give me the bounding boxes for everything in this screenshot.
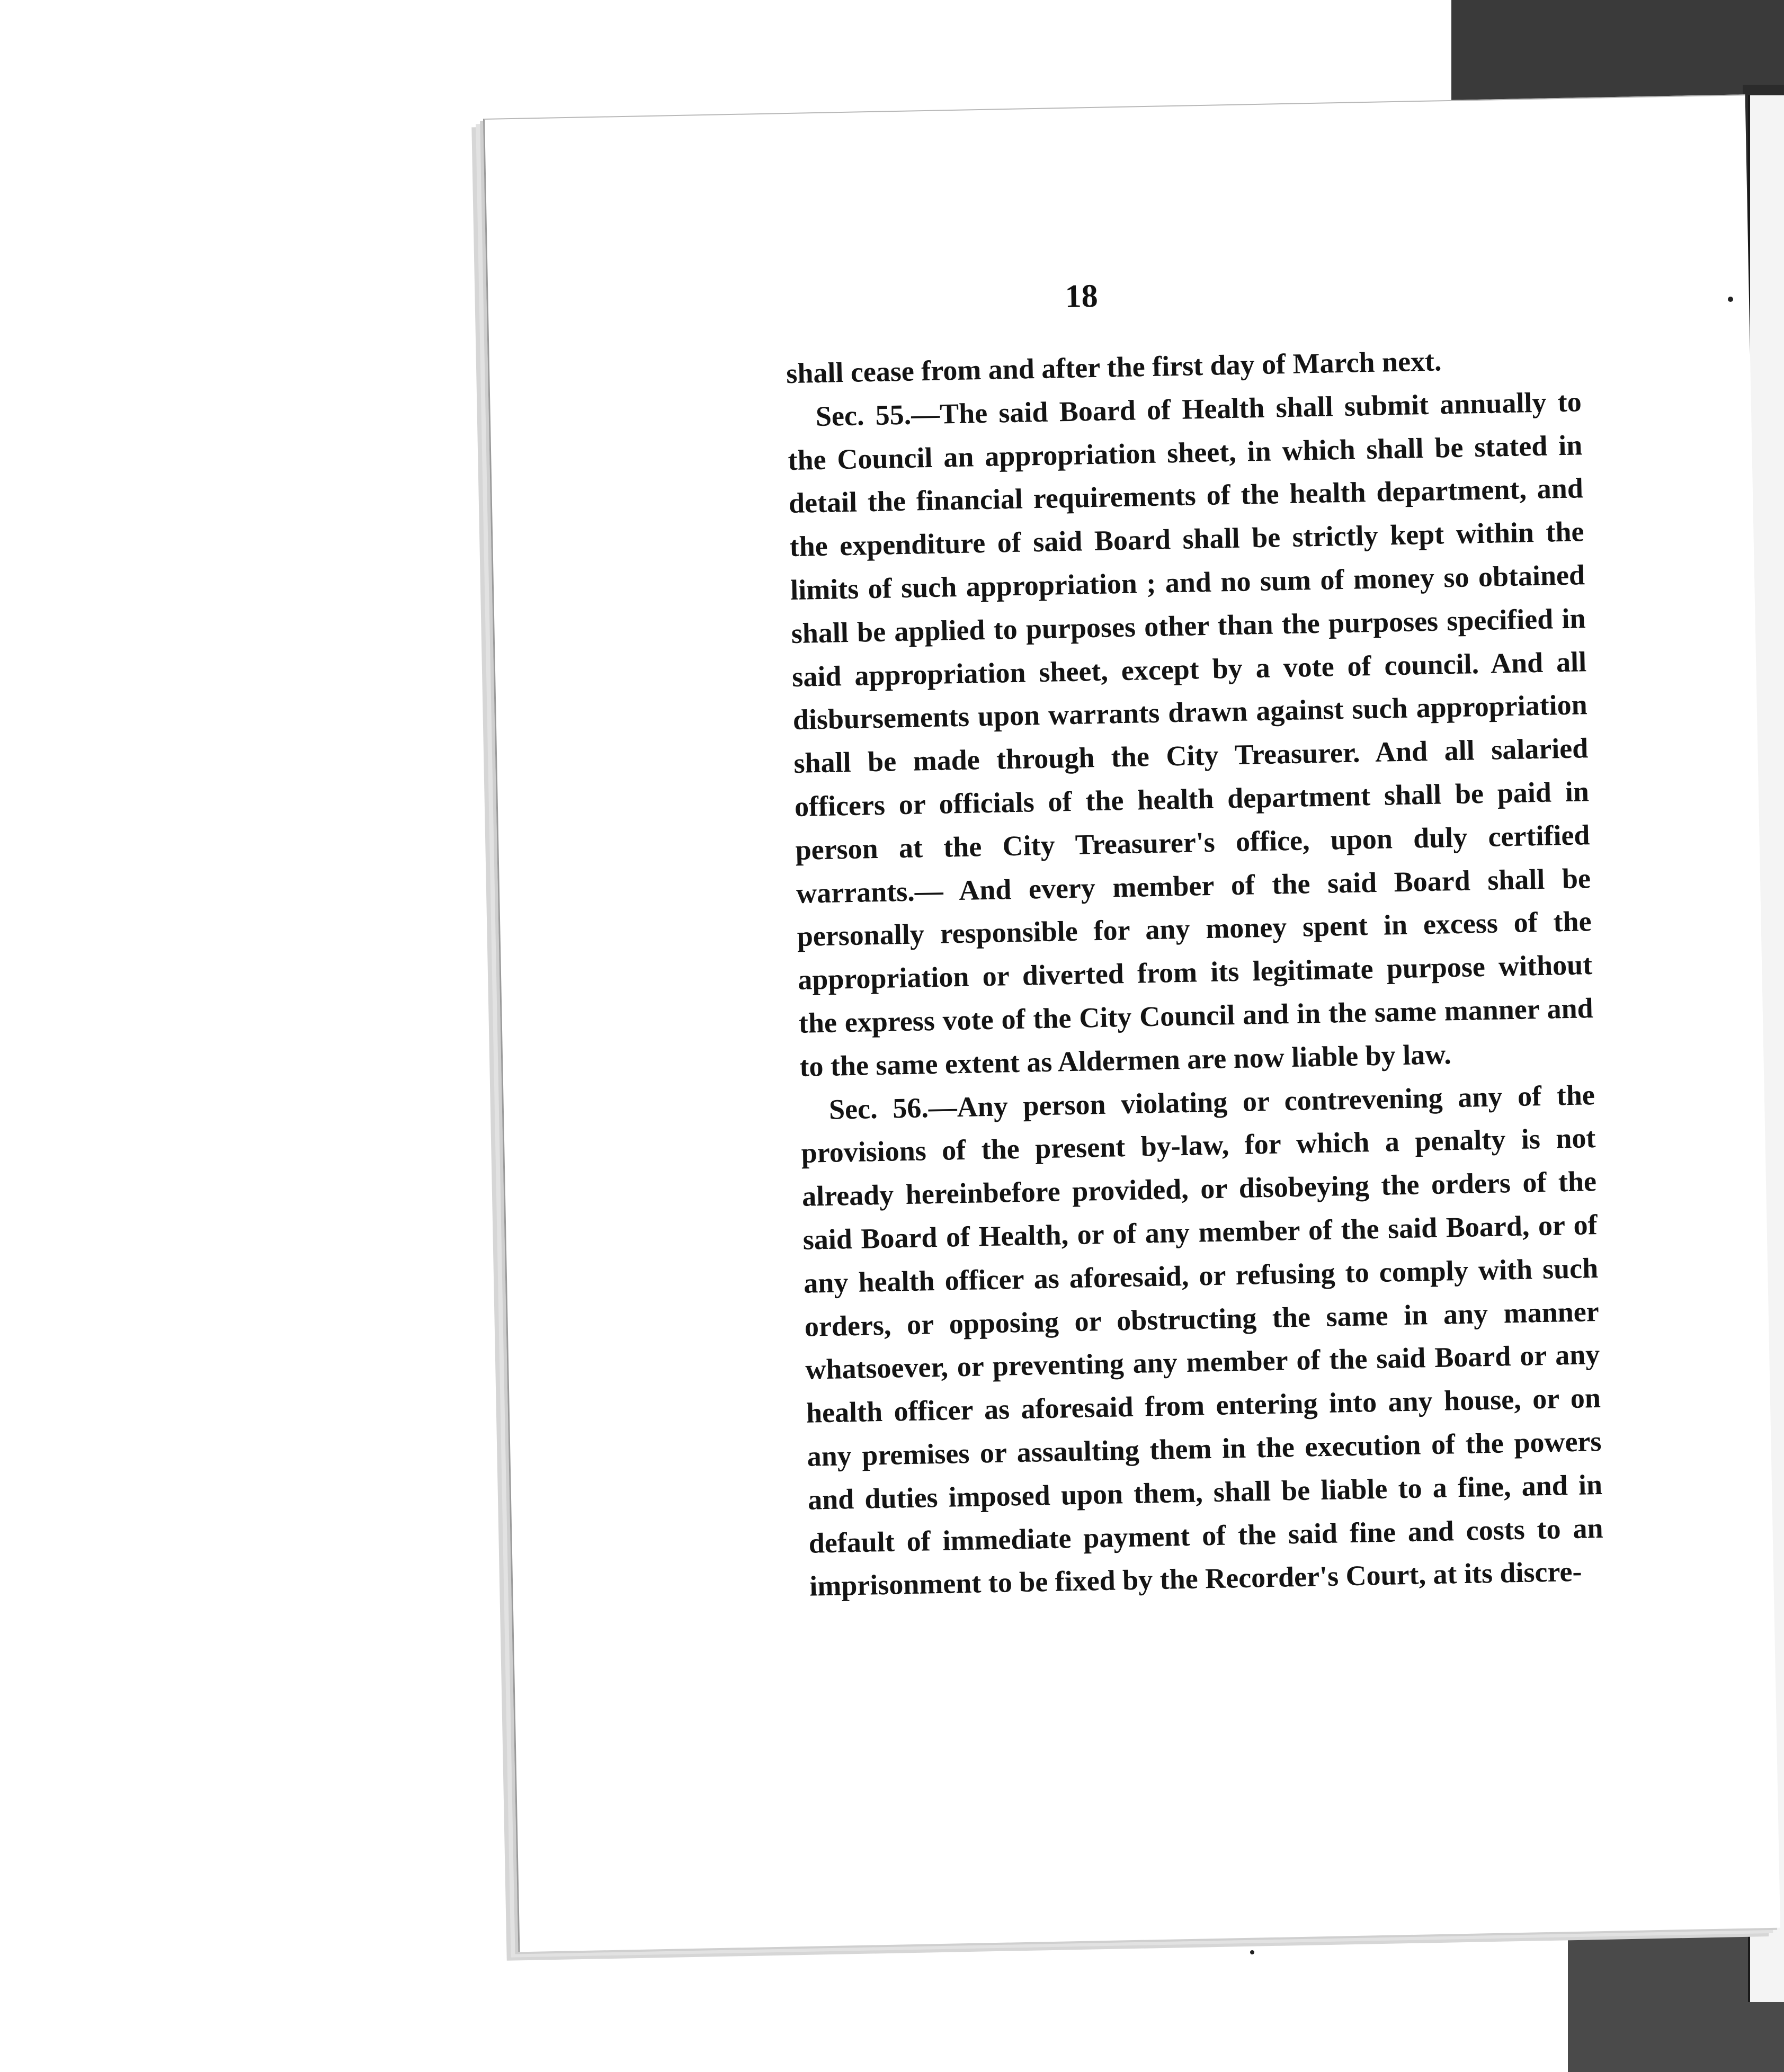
paragraph-continuation: shall cease from and after the first day of March next. xyxy=(786,345,1442,390)
scan-background-top xyxy=(1451,0,1784,106)
stray-dot-mark xyxy=(1250,1950,1254,1954)
paragraph-section-56: Sec. 56.—Any person violating or contrevening any of the provisions of the present by-law, for which a penalty is not already hereinbefore provided, or disobeying the orders of the said Board of Health, or of any member of the said Board, or of any health officer as aforesaid, or refusing to comply with such orders, or opposing or obstructing the same in any manner whatsoever, or preventing any member of the said Board or any health officer as aforesaid from entering into any house, or on any premises or assaulting them in the execution of the powers and duties imposed upon them, shall be liable to a fine, and in default of immediate payment of the said fine and costs to an imprisonment to be fixed by the Recorder's Court, at its discre- xyxy=(801,1078,1604,1602)
printed-page xyxy=(483,94,1780,1952)
page-body xyxy=(786,337,1604,1608)
page-number: 18 xyxy=(1064,278,1099,315)
stray-dot-mark xyxy=(1728,297,1733,302)
paragraph-section-55: Sec. 55.—The said Board of Health shall submit annually to the Council an appropriation sheet, in which shall be stated in detail the financial requirements of the health department, and the expenditure of said Board shall be strictly kept within the limits of such appropriation ; and no sum of money so obtained shall be applied to purposes other than the purposes specified in said appropriation sheet, except by a vote of council. And all disbursements upon warrants drawn against such appropriation shall be made through the City Treasurer. And all salaried officers or officials of the health department shall be paid in person at the City Treasurer's office, upon duly certified warrants.— And every member of the said Board shall be personally responsible for any money spent in excess of the appropriation or diverted from its legitimate purpose without the express vote of the City Council and in the same manner and to the same extent as Aldermen are now liable by law. xyxy=(787,386,1594,1083)
